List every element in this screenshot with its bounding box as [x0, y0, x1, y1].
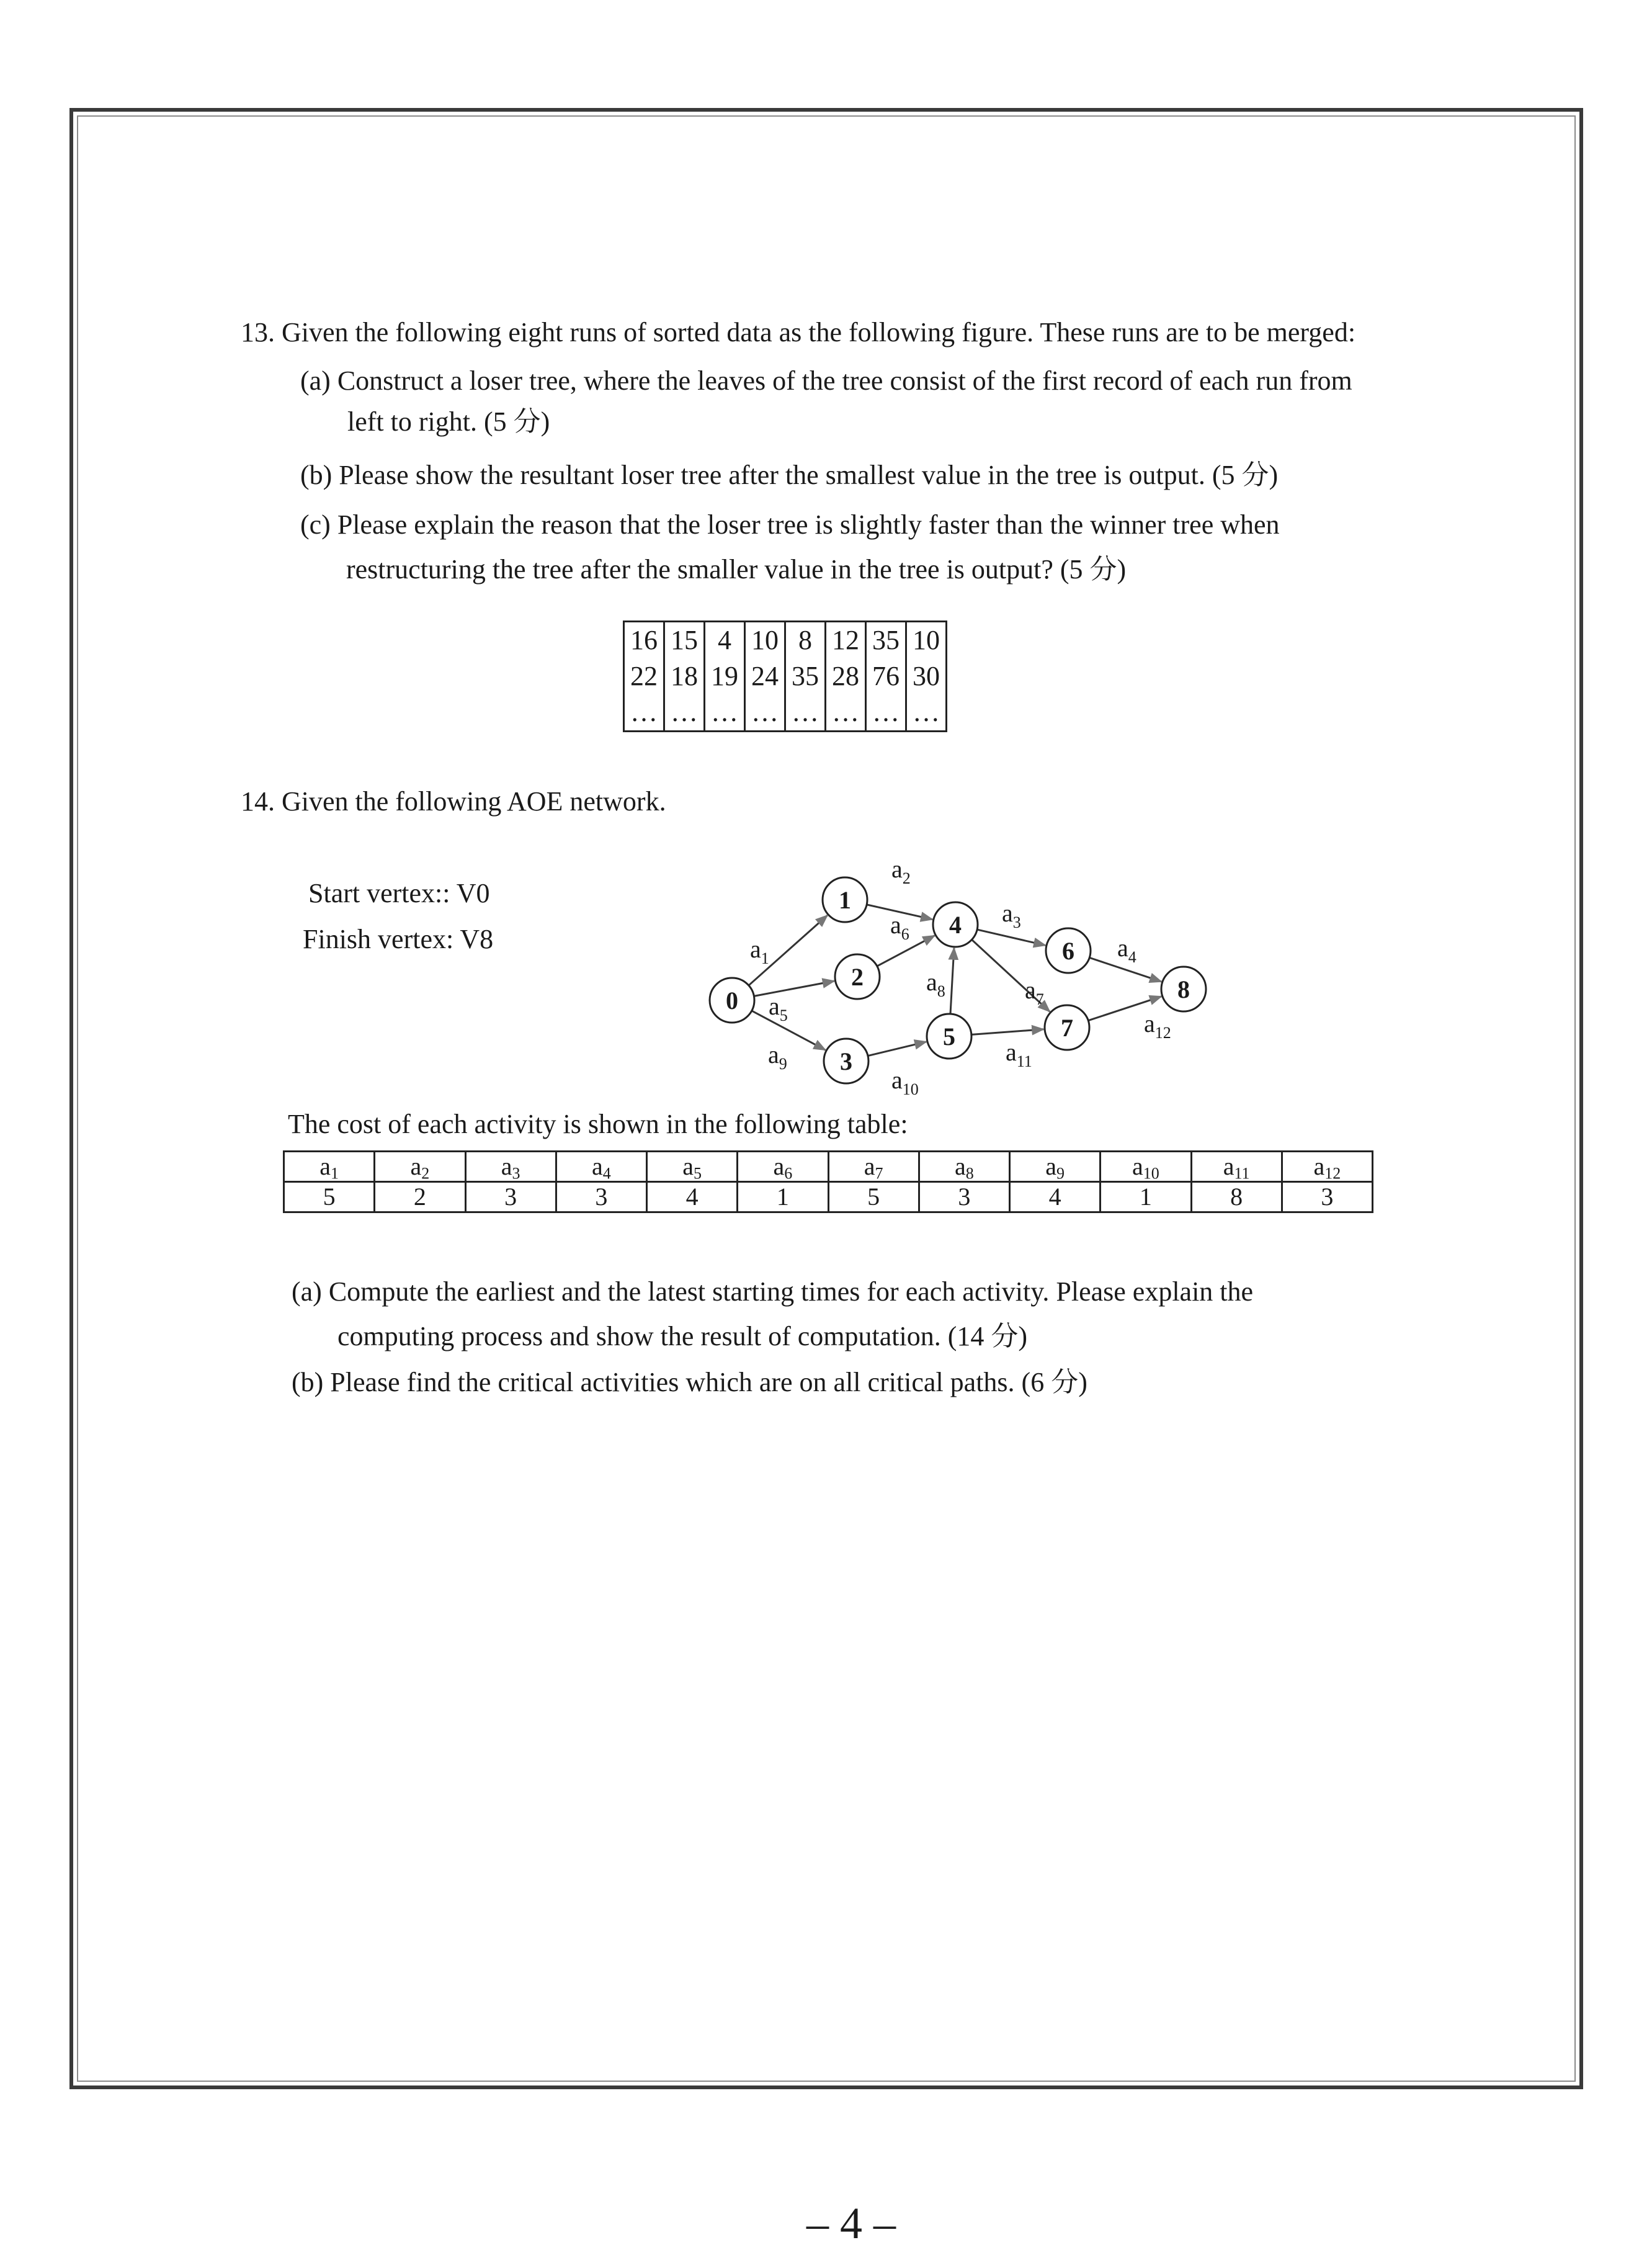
- vertex-label: 2: [851, 963, 864, 991]
- q14-part-a-line1: (a) Compute the earliest and the latest starting times for each activity. Please explain the: [292, 1276, 1254, 1307]
- run-value: …: [671, 697, 698, 727]
- edge-label: $a_8$: [926, 968, 945, 1000]
- cost-value-cell: 1: [738, 1182, 828, 1212]
- cost-value-cell: 1: [1101, 1182, 1191, 1212]
- activity-index: 8: [965, 1164, 974, 1183]
- cost-value-cell: 3: [919, 1182, 1009, 1212]
- edge-label: $a_2$: [891, 855, 911, 887]
- q13-part-c-line1: (c) Please explain the reason that the loser tree is slightly faster than the winner tree when: [300, 509, 1280, 540]
- cost-value-cell: 2: [375, 1182, 465, 1212]
- run-value: 30: [913, 661, 940, 691]
- cost-header-cell: $a_1$: [284, 1152, 375, 1182]
- q14-part-b: (b) Please find the critical activities which are on all critical paths. (6 分): [292, 1367, 1087, 1397]
- run-value: 19: [711, 661, 738, 691]
- run-value: 16: [630, 625, 658, 655]
- cost-header-cell: $a_{11}$: [1191, 1152, 1282, 1182]
- run-value: 24: [751, 661, 779, 691]
- vertex-label: 1: [839, 886, 851, 914]
- cost-header-cell: $a_7$: [828, 1152, 919, 1182]
- activity-index: 2: [421, 1164, 430, 1183]
- cost-header-cell: $a_3$: [465, 1152, 556, 1182]
- run-value: 10: [751, 625, 779, 655]
- edge-label: $a_3$: [1002, 899, 1021, 931]
- vertex-label: 0: [726, 987, 738, 1015]
- edge-0-3: [752, 1011, 826, 1050]
- vertex-label: 6: [1062, 937, 1074, 965]
- edge-label: $a_9$: [768, 1041, 787, 1073]
- edge-0-2: [754, 981, 834, 996]
- vertex-label: 4: [949, 911, 962, 939]
- run-column: [866, 622, 906, 732]
- edge-label: $a_{12}$: [1144, 1010, 1171, 1042]
- edge-4-6: [977, 930, 1045, 945]
- cost-header-cell: $a_8$: [919, 1152, 1009, 1182]
- run-value: 76: [872, 661, 900, 691]
- run-value: …: [711, 697, 738, 727]
- run-value: 12: [832, 625, 859, 655]
- vertex-label: 8: [1177, 975, 1190, 1003]
- edge-label: $a_{11}$: [1006, 1038, 1032, 1070]
- activity-index: 9: [1056, 1164, 1065, 1183]
- q13-part-a-line1: (a) Construct a loser tree, where the leaves of the tree consist of the first record of each run from: [300, 365, 1352, 396]
- cost-header-cell: $a_4$: [556, 1152, 646, 1182]
- run-column: [745, 622, 785, 732]
- vertex-label: 5: [943, 1023, 955, 1051]
- edge-label: $a_7$: [1025, 976, 1044, 1008]
- start-vertex-label: Start vertex:: V0: [308, 878, 490, 908]
- run-value: 35: [872, 625, 900, 655]
- edge-5-4: [950, 948, 954, 1014]
- run-value: …: [913, 697, 940, 727]
- cost-header-cell: $a_9$: [1010, 1152, 1101, 1182]
- run-value: 8: [798, 625, 812, 655]
- page-number: – 4 –: [806, 2198, 896, 2248]
- cost-caption: The cost of each activity is shown in the following table:: [288, 1109, 908, 1139]
- run-value: 28: [832, 661, 859, 691]
- cost-header-cell: $a_2$: [375, 1152, 465, 1182]
- runs-table: [623, 621, 947, 732]
- run-column: [906, 622, 947, 732]
- run-value: …: [832, 697, 859, 727]
- cost-value-cell: 3: [556, 1182, 646, 1212]
- run-value: 22: [630, 661, 658, 691]
- cost-value-cell: 4: [1010, 1182, 1101, 1212]
- run-column: [826, 622, 866, 732]
- run-value: 18: [671, 661, 698, 691]
- q13-part-a-line2: left to right. (5 分): [347, 406, 550, 437]
- run-value: …: [792, 697, 819, 727]
- q13-part-b: (b) Please show the resultant loser tree after the smallest value in the tree is output. (5 分): [300, 460, 1279, 490]
- activity-index: 4: [602, 1164, 611, 1183]
- q14-stem: 14. Given the following AOE network.: [241, 786, 666, 817]
- q13-part-c-line2: restructuring the tree after the smaller value in the tree is output? (5 分): [346, 554, 1127, 585]
- activity-index: 10: [1143, 1164, 1159, 1183]
- finish-vertex-label: Finish vertex: V8: [303, 924, 494, 954]
- cost-value-cell: 3: [1282, 1182, 1372, 1212]
- cost-value-cell: 5: [828, 1182, 919, 1212]
- page-frame: [69, 108, 1583, 2089]
- run-column: [785, 622, 826, 732]
- edge-label: $a_{10}$: [891, 1066, 919, 1098]
- edge-label: $a_5$: [769, 992, 788, 1024]
- edge-label: $a_6$: [890, 911, 909, 943]
- run-value: …: [872, 697, 900, 727]
- aoe-network-diagram: [682, 838, 1228, 1098]
- run-column: [664, 622, 705, 732]
- run-value: 35: [792, 661, 819, 691]
- cost-header-cell: $a_{12}$: [1282, 1152, 1372, 1182]
- vertex-label: 7: [1061, 1014, 1073, 1042]
- cost-value-cell: 8: [1191, 1182, 1282, 1212]
- cost-value-cell: 3: [465, 1182, 556, 1212]
- run-value: 4: [718, 625, 731, 655]
- cost-table: [283, 1150, 1373, 1213]
- edge-5-7: [971, 1029, 1043, 1035]
- run-column: [705, 622, 745, 732]
- edge-label: $a_1$: [750, 935, 769, 967]
- cost-header-cell: $a_6$: [738, 1152, 828, 1182]
- activity-index: 12: [1324, 1164, 1341, 1183]
- run-value: …: [630, 697, 658, 727]
- edge-label: $a_4$: [1117, 934, 1136, 966]
- cost-value-cell: 5: [284, 1182, 375, 1212]
- run-value: 15: [671, 625, 698, 655]
- run-value: …: [751, 697, 779, 727]
- q13-stem: 13. Given the following eight runs of sorted data as the following figure. These runs are to be merged:: [241, 317, 1356, 347]
- cost-header-cell: $a_{10}$: [1101, 1152, 1191, 1182]
- cost-value-cell: 4: [647, 1182, 738, 1212]
- edge-3-5: [868, 1042, 926, 1056]
- q14-part-a-line2: computing process and show the result of computation. (14 分): [337, 1321, 1028, 1351]
- activity-index: 5: [694, 1164, 702, 1183]
- activity-index: 11: [1234, 1164, 1250, 1183]
- activity-index: 6: [784, 1164, 793, 1183]
- vertex-label: 3: [840, 1047, 852, 1075]
- run-value: 10: [913, 625, 940, 655]
- cost-header-cell: $a_5$: [647, 1152, 738, 1182]
- run-column: [624, 622, 664, 732]
- activity-index: 3: [512, 1164, 520, 1183]
- activity-index: 1: [331, 1164, 339, 1183]
- activity-index: 7: [875, 1164, 883, 1183]
